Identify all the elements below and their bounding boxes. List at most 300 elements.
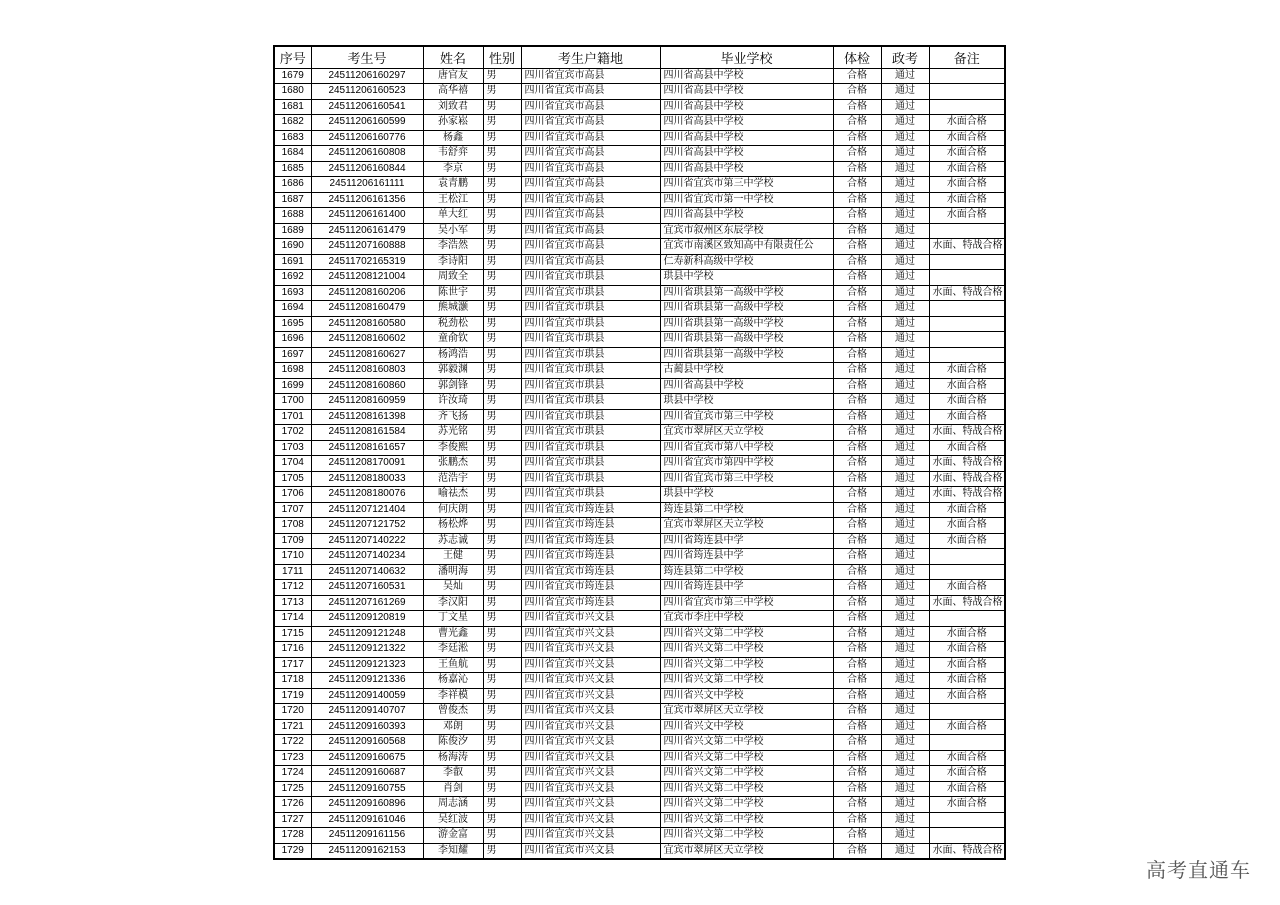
exam-id-cell: 24511209161046 [311, 812, 423, 828]
name-cell: 税劲松 [423, 316, 483, 332]
exam-id-cell: 24511209161156 [311, 828, 423, 844]
name-cell: 杨嘉沁 [423, 673, 483, 689]
gender-cell: 男 [483, 673, 521, 689]
gender-cell: 男 [483, 828, 521, 844]
origin-cell: 四川省宜宾市兴文县 [521, 611, 660, 627]
school-cell: 四川省筠连县中学 [660, 549, 833, 565]
exam-id-cell: 24511209160568 [311, 735, 423, 751]
school-cell: 珙县中学校 [660, 394, 833, 410]
exam-id-cell: 24511208161398 [311, 409, 423, 425]
gender-cell: 男 [483, 657, 521, 673]
physical-exam-cell: 合格 [833, 611, 881, 627]
table-row [274, 425, 1005, 441]
gender-cell: 男 [483, 378, 521, 394]
remark-cell: 水面合格 [929, 409, 1005, 425]
remark-cell: 水面合格 [929, 161, 1005, 177]
physical-exam-cell: 合格 [833, 285, 881, 301]
origin-cell: 四川省宜宾市兴文县 [521, 766, 660, 782]
remark-cell: 水面合格 [929, 797, 1005, 813]
physical-exam-cell: 合格 [833, 564, 881, 580]
political-review-cell: 通过 [881, 564, 929, 580]
school-cell: 四川省宜宾市第四中学校 [660, 456, 833, 472]
remark-cell: 水面合格 [929, 657, 1005, 673]
seq-cell: 1705 [274, 471, 311, 487]
physical-exam-cell: 合格 [833, 254, 881, 270]
name-cell: 周致全 [423, 270, 483, 286]
gender-cell: 男 [483, 471, 521, 487]
gender-cell: 男 [483, 347, 521, 363]
origin-cell: 四川省宜宾市高县 [521, 177, 660, 193]
seq-cell: 1713 [274, 595, 311, 611]
name-cell: 李祥模 [423, 688, 483, 704]
physical-exam-cell: 合格 [833, 223, 881, 239]
table-row [274, 626, 1005, 642]
seq-cell: 1682 [274, 115, 311, 131]
gender-cell: 男 [483, 254, 521, 270]
school-cell: 四川省高县中学校 [660, 208, 833, 224]
physical-exam-cell: 合格 [833, 316, 881, 332]
name-cell: 杨海涛 [423, 750, 483, 766]
political-review-cell: 通过 [881, 502, 929, 518]
remark-cell [929, 84, 1005, 100]
political-review-cell: 通过 [881, 626, 929, 642]
seq-cell: 1692 [274, 270, 311, 286]
physical-exam-cell: 合格 [833, 239, 881, 255]
seq-cell: 1714 [274, 611, 311, 627]
table-row [274, 549, 1005, 565]
gender-cell: 男 [483, 301, 521, 317]
exam-id-cell: 24511207140632 [311, 564, 423, 580]
remark-cell: 水面合格 [929, 502, 1005, 518]
table-row [274, 812, 1005, 828]
school-cell: 宜宾市叙州区东辰学校 [660, 223, 833, 239]
school-cell: 四川省兴文中学校 [660, 688, 833, 704]
origin-cell: 四川省宜宾市筠连县 [521, 595, 660, 611]
table-row [274, 161, 1005, 177]
political-review-cell: 通过 [881, 394, 929, 410]
exam-id-cell: 24511208121004 [311, 270, 423, 286]
exam-id-cell: 24511206160599 [311, 115, 423, 131]
physical-exam-cell: 合格 [833, 99, 881, 115]
remark-cell: 水面、特战合格 [929, 425, 1005, 441]
table-row [274, 564, 1005, 580]
origin-cell: 四川省宜宾市高县 [521, 192, 660, 208]
physical-exam-cell: 合格 [833, 642, 881, 658]
seq-cell: 1691 [274, 254, 311, 270]
table-row [274, 130, 1005, 146]
table-row [274, 332, 1005, 348]
political-review-cell: 通过 [881, 425, 929, 441]
exam-id-cell: 24511209160675 [311, 750, 423, 766]
physical-exam-cell: 合格 [833, 84, 881, 100]
political-review-cell: 通过 [881, 363, 929, 379]
header-seq: 序号 [274, 46, 311, 68]
physical-exam-cell: 合格 [833, 626, 881, 642]
seq-cell: 1710 [274, 549, 311, 565]
table-row [274, 394, 1005, 410]
gender-cell: 男 [483, 580, 521, 596]
political-review-cell: 通过 [881, 750, 929, 766]
gender-cell: 男 [483, 115, 521, 131]
seq-cell: 1684 [274, 146, 311, 162]
school-cell: 四川省兴文第二中学校 [660, 812, 833, 828]
name-cell: 杨鑫 [423, 130, 483, 146]
table-row [274, 828, 1005, 844]
seq-cell: 1707 [274, 502, 311, 518]
origin-cell: 四川省宜宾市高县 [521, 115, 660, 131]
table-row [274, 316, 1005, 332]
origin-cell: 四川省宜宾市筠连县 [521, 549, 660, 565]
school-cell: 四川省珙县第一高级中学校 [660, 347, 833, 363]
school-cell: 四川省高县中学校 [660, 99, 833, 115]
physical-exam-cell: 合格 [833, 115, 881, 131]
seq-cell: 1698 [274, 363, 311, 379]
gender-cell: 男 [483, 735, 521, 751]
seq-cell: 1727 [274, 812, 311, 828]
table-row [274, 843, 1005, 859]
political-review-cell: 通过 [881, 673, 929, 689]
exam-id-cell: 24511208180076 [311, 487, 423, 503]
exam-id-cell: 24511207160531 [311, 580, 423, 596]
physical-exam-cell: 合格 [833, 518, 881, 534]
exam-id-cell: 24511208160803 [311, 363, 423, 379]
remark-cell: 水面合格 [929, 518, 1005, 534]
name-cell: 李京 [423, 161, 483, 177]
origin-cell: 四川省宜宾市珙县 [521, 332, 660, 348]
remark-cell: 水面、特战合格 [929, 456, 1005, 472]
exam-id-cell: 24511206160776 [311, 130, 423, 146]
physical-exam-cell: 合格 [833, 580, 881, 596]
school-cell: 珙县中学校 [660, 270, 833, 286]
name-cell: 周志涵 [423, 797, 483, 813]
seq-cell: 1700 [274, 394, 311, 410]
physical-exam-cell: 合格 [833, 146, 881, 162]
name-cell: 丁文星 [423, 611, 483, 627]
school-cell: 四川省珙县第一高级中学校 [660, 332, 833, 348]
political-review-cell: 通过 [881, 192, 929, 208]
political-review-cell: 通过 [881, 254, 929, 270]
school-cell: 四川省珙县第一高级中学校 [660, 316, 833, 332]
origin-cell: 四川省宜宾市高县 [521, 84, 660, 100]
origin-cell: 四川省宜宾市兴文县 [521, 735, 660, 751]
origin-cell: 四川省宜宾市高县 [521, 223, 660, 239]
exam-id-cell: 24511209160755 [311, 781, 423, 797]
political-review-cell: 通过 [881, 440, 929, 456]
exam-id-cell: 24511206160844 [311, 161, 423, 177]
physical-exam-cell: 合格 [833, 533, 881, 549]
table-row [274, 177, 1005, 193]
political-review-cell: 通过 [881, 316, 929, 332]
gender-cell: 男 [483, 409, 521, 425]
name-cell: 苏光铭 [423, 425, 483, 441]
political-review-cell: 通过 [881, 409, 929, 425]
school-cell: 筠连县第二中学校 [660, 502, 833, 518]
remark-cell [929, 564, 1005, 580]
exam-id-cell: 24511206160523 [311, 84, 423, 100]
political-review-cell: 通过 [881, 68, 929, 84]
origin-cell: 四川省宜宾市珙县 [521, 316, 660, 332]
seq-cell: 1685 [274, 161, 311, 177]
name-cell: 陈世宇 [423, 285, 483, 301]
remark-cell: 水面合格 [929, 115, 1005, 131]
seq-cell: 1729 [274, 843, 311, 859]
school-cell: 宜宾市南溪区致知高中有限责任公 [660, 239, 833, 255]
seq-cell: 1724 [274, 766, 311, 782]
school-cell: 四川省筠连县中学 [660, 580, 833, 596]
political-review-cell: 通过 [881, 828, 929, 844]
origin-cell: 四川省宜宾市兴文县 [521, 797, 660, 813]
name-cell: 喻祛杰 [423, 487, 483, 503]
name-cell: 唐官友 [423, 68, 483, 84]
table-row [274, 657, 1005, 673]
physical-exam-cell: 合格 [833, 270, 881, 286]
school-cell: 古蔺县中学校 [660, 363, 833, 379]
physical-exam-cell: 合格 [833, 347, 881, 363]
political-review-cell: 通过 [881, 580, 929, 596]
table-row [274, 115, 1005, 131]
remark-cell [929, 254, 1005, 270]
origin-cell: 四川省宜宾市高县 [521, 161, 660, 177]
seq-cell: 1716 [274, 642, 311, 658]
political-review-cell: 通过 [881, 843, 929, 859]
name-cell: 韦舒弈 [423, 146, 483, 162]
table-row [274, 223, 1005, 239]
name-cell: 邓朗 [423, 719, 483, 735]
seq-cell: 1702 [274, 425, 311, 441]
school-cell: 宜宾市翠屏区天立学校 [660, 843, 833, 859]
origin-cell: 四川省宜宾市珙县 [521, 425, 660, 441]
table-row [274, 471, 1005, 487]
school-cell: 四川省筠连县中学 [660, 533, 833, 549]
table-row [274, 533, 1005, 549]
political-review-cell: 通过 [881, 735, 929, 751]
physical-exam-cell: 合格 [833, 673, 881, 689]
name-cell: 袁青鹏 [423, 177, 483, 193]
origin-cell: 四川省宜宾市兴文县 [521, 626, 660, 642]
watermark-text: 高考直通车 [1146, 858, 1251, 882]
school-cell: 四川省宜宾市第八中学校 [660, 440, 833, 456]
gender-cell: 男 [483, 425, 521, 441]
school-cell: 仁寿新科高级中学校 [660, 254, 833, 270]
table-row [274, 440, 1005, 456]
exam-id-cell: 24511209160393 [311, 719, 423, 735]
name-cell: 李俊熙 [423, 440, 483, 456]
remark-cell [929, 347, 1005, 363]
gender-cell: 男 [483, 781, 521, 797]
table-row [274, 68, 1005, 84]
political-review-cell: 通过 [881, 332, 929, 348]
name-cell: 刘致君 [423, 99, 483, 115]
school-cell: 四川省高县中学校 [660, 84, 833, 100]
name-cell: 陈俊汐 [423, 735, 483, 751]
physical-exam-cell: 合格 [833, 797, 881, 813]
political-review-cell: 通过 [881, 766, 929, 782]
origin-cell: 四川省宜宾市兴文县 [521, 812, 660, 828]
name-cell: 曾俊杰 [423, 704, 483, 720]
origin-cell: 四川省宜宾市兴文县 [521, 750, 660, 766]
header-exam-id: 考生号 [311, 46, 423, 68]
gender-cell: 男 [483, 797, 521, 813]
seq-cell: 1706 [274, 487, 311, 503]
remark-cell: 水面合格 [929, 642, 1005, 658]
origin-cell: 四川省宜宾市珙县 [521, 270, 660, 286]
physical-exam-cell: 合格 [833, 192, 881, 208]
header-graduation-school: 毕业学校 [660, 46, 833, 68]
political-review-cell: 通过 [881, 223, 929, 239]
exam-id-cell: 24511207161269 [311, 595, 423, 611]
name-cell: 郭剑锋 [423, 378, 483, 394]
school-cell: 筠连县第二中学校 [660, 564, 833, 580]
political-review-cell: 通过 [881, 704, 929, 720]
origin-cell: 四川省宜宾市珙县 [521, 487, 660, 503]
seq-cell: 1723 [274, 750, 311, 766]
origin-cell: 四川省宜宾市筠连县 [521, 580, 660, 596]
seq-cell: 1717 [274, 657, 311, 673]
political-review-cell: 通过 [881, 719, 929, 735]
gender-cell: 男 [483, 533, 521, 549]
school-cell: 四川省宜宾市第三中学校 [660, 177, 833, 193]
remark-cell [929, 316, 1005, 332]
header-household-origin: 考生户籍地 [521, 46, 660, 68]
seq-cell: 1709 [274, 533, 311, 549]
physical-exam-cell: 合格 [833, 161, 881, 177]
name-cell: 孙家崧 [423, 115, 483, 131]
political-review-cell: 通过 [881, 115, 929, 131]
exam-id-cell: 24511208160580 [311, 316, 423, 332]
name-cell: 何庆朗 [423, 502, 483, 518]
gender-cell: 男 [483, 549, 521, 565]
school-cell: 珙县中学校 [660, 487, 833, 503]
gender-cell: 男 [483, 239, 521, 255]
school-cell: 四川省兴文第二中学校 [660, 828, 833, 844]
table-row [274, 595, 1005, 611]
gender-cell: 男 [483, 487, 521, 503]
political-review-cell: 通过 [881, 781, 929, 797]
school-cell: 四川省兴文中学校 [660, 719, 833, 735]
school-cell: 四川省兴文第二中学校 [660, 797, 833, 813]
remark-cell: 水面合格 [929, 766, 1005, 782]
table-row [274, 208, 1005, 224]
school-cell: 四川省高县中学校 [660, 130, 833, 146]
remark-cell: 水面、特战合格 [929, 285, 1005, 301]
seq-cell: 1693 [274, 285, 311, 301]
table-row [274, 518, 1005, 534]
school-cell: 四川省兴文第二中学校 [660, 673, 833, 689]
name-cell: 范浩宇 [423, 471, 483, 487]
remark-cell: 水面合格 [929, 378, 1005, 394]
name-cell: 高华禧 [423, 84, 483, 100]
origin-cell: 四川省宜宾市珙县 [521, 301, 660, 317]
political-review-cell: 通过 [881, 301, 929, 317]
origin-cell: 四川省宜宾市兴文县 [521, 781, 660, 797]
political-review-cell: 通过 [881, 285, 929, 301]
gender-cell: 男 [483, 719, 521, 735]
political-review-cell: 通过 [881, 146, 929, 162]
table-row [274, 84, 1005, 100]
table-row [274, 363, 1005, 379]
physical-exam-cell: 合格 [833, 657, 881, 673]
political-review-cell: 通过 [881, 595, 929, 611]
exam-id-cell: 24511206160541 [311, 99, 423, 115]
seq-cell: 1720 [274, 704, 311, 720]
exam-id-cell: 24511209121323 [311, 657, 423, 673]
exam-id-cell: 24511208160627 [311, 347, 423, 363]
remark-cell: 水面合格 [929, 673, 1005, 689]
gender-cell: 男 [483, 812, 521, 828]
gender-cell: 男 [483, 192, 521, 208]
exam-id-cell: 24511209121248 [311, 626, 423, 642]
admission-roster-table [273, 45, 1006, 860]
header-physical-exam: 体检 [833, 46, 881, 68]
remark-cell [929, 828, 1005, 844]
gender-cell: 男 [483, 68, 521, 84]
physical-exam-cell: 合格 [833, 704, 881, 720]
physical-exam-cell: 合格 [833, 68, 881, 84]
political-review-cell: 通过 [881, 533, 929, 549]
table-row [274, 192, 1005, 208]
name-cell: 李浩然 [423, 239, 483, 255]
seq-cell: 1708 [274, 518, 311, 534]
political-review-cell: 通过 [881, 518, 929, 534]
political-review-cell: 通过 [881, 99, 929, 115]
gender-cell: 男 [483, 130, 521, 146]
origin-cell: 四川省宜宾市兴文县 [521, 642, 660, 658]
remark-cell: 水面合格 [929, 580, 1005, 596]
origin-cell: 四川省宜宾市高县 [521, 208, 660, 224]
gender-cell: 男 [483, 766, 521, 782]
seq-cell: 1688 [274, 208, 311, 224]
remark-cell [929, 332, 1005, 348]
physical-exam-cell: 合格 [833, 766, 881, 782]
physical-exam-cell: 合格 [833, 332, 881, 348]
exam-id-cell: 24511208161584 [311, 425, 423, 441]
political-review-cell: 通过 [881, 487, 929, 503]
remark-cell: 水面合格 [929, 363, 1005, 379]
origin-cell: 四川省宜宾市高县 [521, 68, 660, 84]
physical-exam-cell: 合格 [833, 177, 881, 193]
origin-cell: 四川省宜宾市兴文县 [521, 828, 660, 844]
political-review-cell: 通过 [881, 456, 929, 472]
school-cell: 宜宾市翠屏区天立学校 [660, 518, 833, 534]
exam-id-cell: 24511207121404 [311, 502, 423, 518]
table-row [274, 146, 1005, 162]
exam-id-cell: 24511206160297 [311, 68, 423, 84]
header-political-review: 政考 [881, 46, 929, 68]
gender-cell: 男 [483, 704, 521, 720]
table-row [274, 502, 1005, 518]
origin-cell: 四川省宜宾市高县 [521, 254, 660, 270]
seq-cell: 1722 [274, 735, 311, 751]
name-cell: 童俞钦 [423, 332, 483, 348]
table-row [274, 270, 1005, 286]
physical-exam-cell: 合格 [833, 456, 881, 472]
exam-id-cell: 24511208160479 [311, 301, 423, 317]
physical-exam-cell: 合格 [833, 549, 881, 565]
school-cell: 四川省宜宾市第三中学校 [660, 471, 833, 487]
name-cell: 齐飞扬 [423, 409, 483, 425]
name-cell: 李诗阳 [423, 254, 483, 270]
name-cell: 吴小军 [423, 223, 483, 239]
gender-cell: 男 [483, 502, 521, 518]
school-cell: 四川省珙县第一高级中学校 [660, 301, 833, 317]
seq-cell: 1718 [274, 673, 311, 689]
physical-exam-cell: 合格 [833, 719, 881, 735]
seq-cell: 1704 [274, 456, 311, 472]
table-row [274, 688, 1005, 704]
origin-cell: 四川省宜宾市珙县 [521, 363, 660, 379]
exam-id-cell: 24511206161111 [311, 177, 423, 193]
exam-id-cell: 24511206160808 [311, 146, 423, 162]
